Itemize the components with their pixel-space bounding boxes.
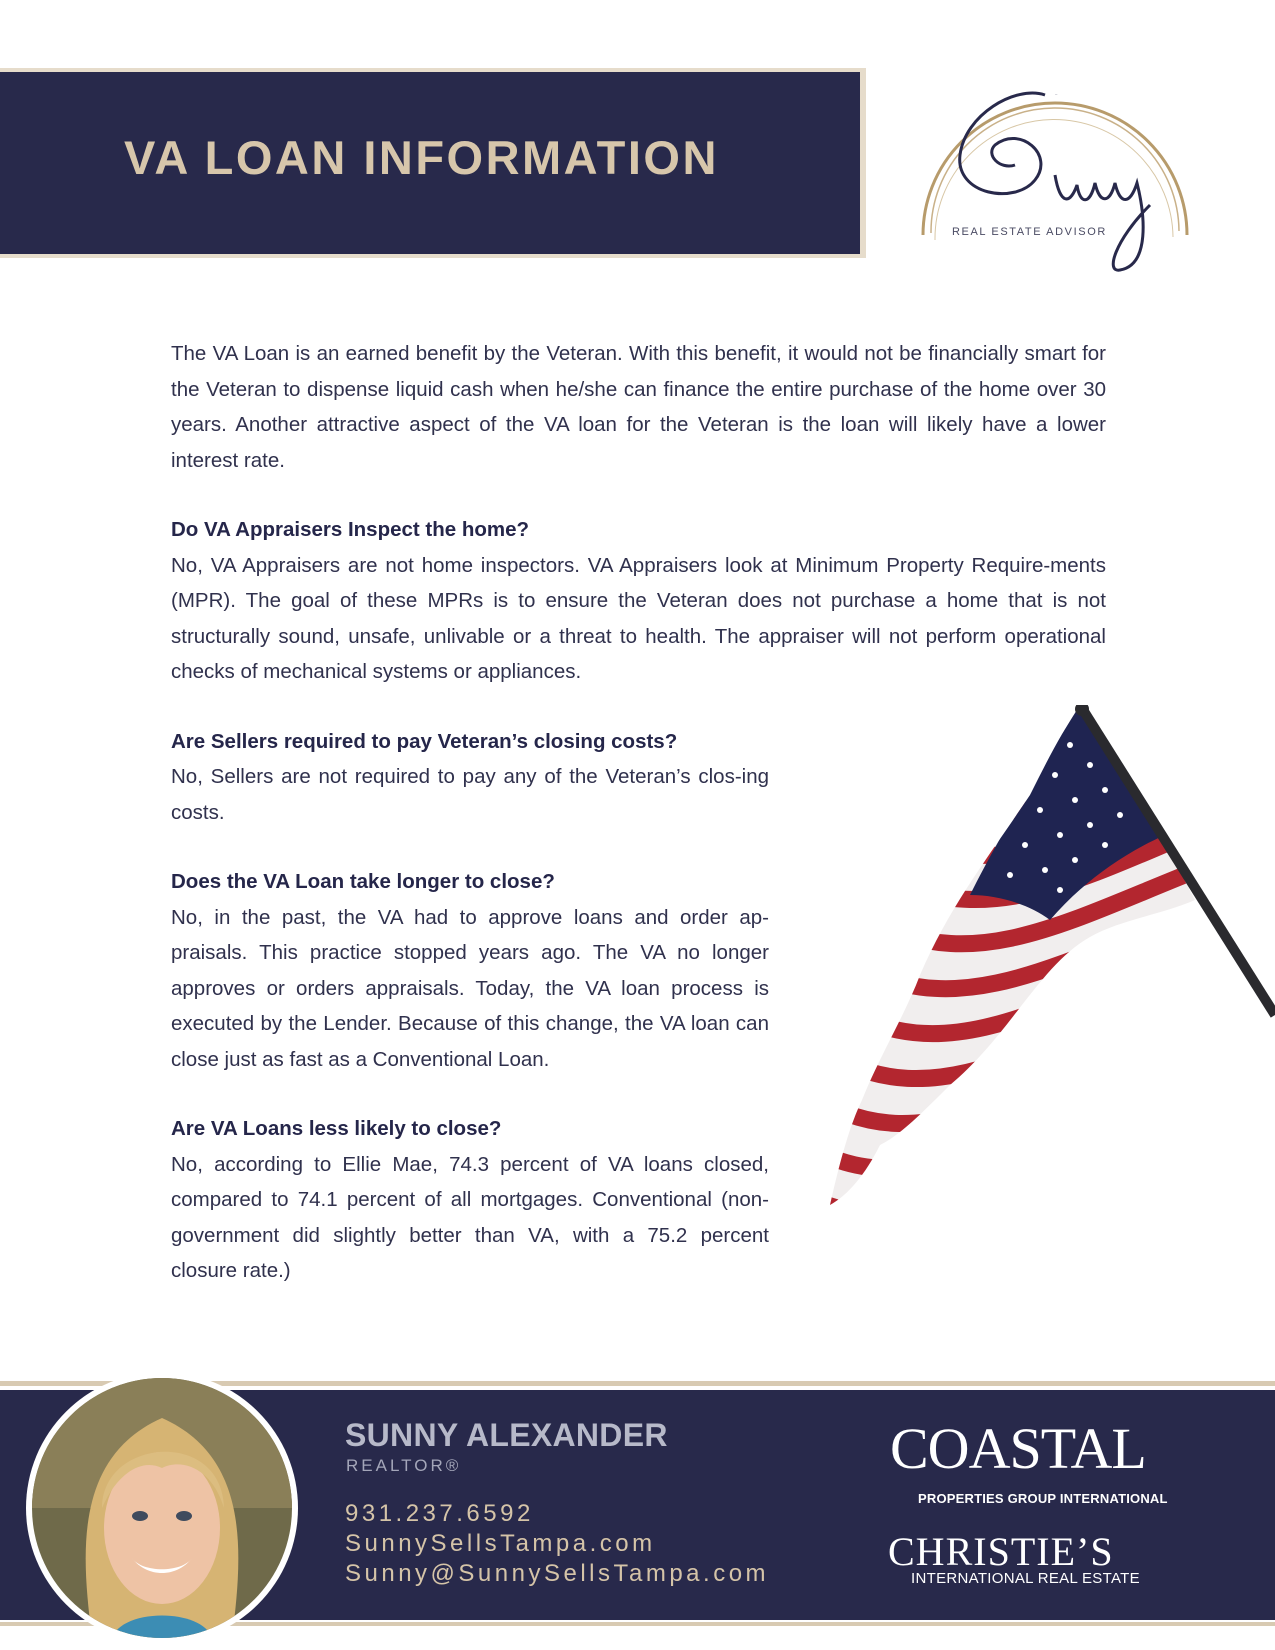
coastal-logo-subtitle: PROPERTIES GROUP INTERNATIONAL	[918, 1491, 1168, 1506]
american-flag-image	[820, 705, 1275, 1245]
christies-logo: CHRISTIE’S	[888, 1529, 1114, 1574]
christies-logo-subtitle: INTERNATIONAL REAL ESTATE	[911, 1570, 1140, 1587]
agent-website[interactable]: SunnySellsTampa.com	[345, 1530, 656, 1557]
agent-email[interactable]: Sunny@SunnySellsTampa.com	[345, 1560, 770, 1587]
agent-name: SUNNY ALEXANDER	[345, 1417, 668, 1453]
sunny-logo	[905, 55, 1205, 285]
logo-subtitle: REAL ESTATE ADVISOR	[952, 226, 1107, 238]
intro-paragraph: The VA Loan is an earned benefit by the Veteran. With this benefit, it would not be financially smart for the Veteran to dispense liquid cash when he/she can finance the entire purchase of the home over 30 years. Another attractive aspect of the VA loan for the Veteran is the loan will likely have a lower interest rate.	[171, 342, 1106, 472]
faq-question: Do VA Appraisers Inspect the home?	[171, 518, 530, 541]
logo-script: Sunny	[1055, 95, 1058, 96]
coastal-logo: COASTAL	[890, 1416, 1146, 1481]
faq-answer: No, VA Appraisers are not home inspectors. VA Appraisers look at Minimum Property Require-ments (MPR). The goal of these MPRs is to ensure the Veteran does not purchase a home that is not structurally sound, unsafe, unlivable or a threat to health. The appraiser will not perform operational checks of mechanical systems or appliances.	[171, 553, 1106, 683]
agent-photo	[26, 1372, 298, 1644]
page-title: VA LOAN INFORMATION	[124, 131, 719, 184]
faq-question: Does the VA Loan take longer to close?	[171, 870, 555, 893]
faq-answer: No, in the past, the VA had to approve loans and order ap-praisals. This practice stopped years ago. The VA no longer approves or orders appraisals. Today, the VA loan process is executed by the Lender. Because of this change, the VA loan can close just as fast as a Conventional Loan.	[171, 905, 769, 1071]
agent-role: REALTOR®	[346, 1456, 462, 1475]
faq-answer: No, Sellers are not required to pay any of the Veteran’s clos-ing costs.	[171, 765, 769, 824]
faq-answer: No, according to Ellie Mae, 74.3 percent of VA loans closed, compared to 74.1 percent of all mortgages. Conventional (non-government did slightly better than VA, with a 75.2 percent closure rate.)	[171, 1152, 769, 1282]
agent-phone[interactable]: 931.237.6592	[345, 1500, 534, 1527]
faq-question: Are VA Loans less likely to close?	[171, 1117, 502, 1140]
faq-question: Are Sellers required to pay Veteran’s closing costs?	[171, 729, 678, 753]
title-banner-fill	[0, 72, 860, 254]
title-banner	[0, 68, 866, 258]
